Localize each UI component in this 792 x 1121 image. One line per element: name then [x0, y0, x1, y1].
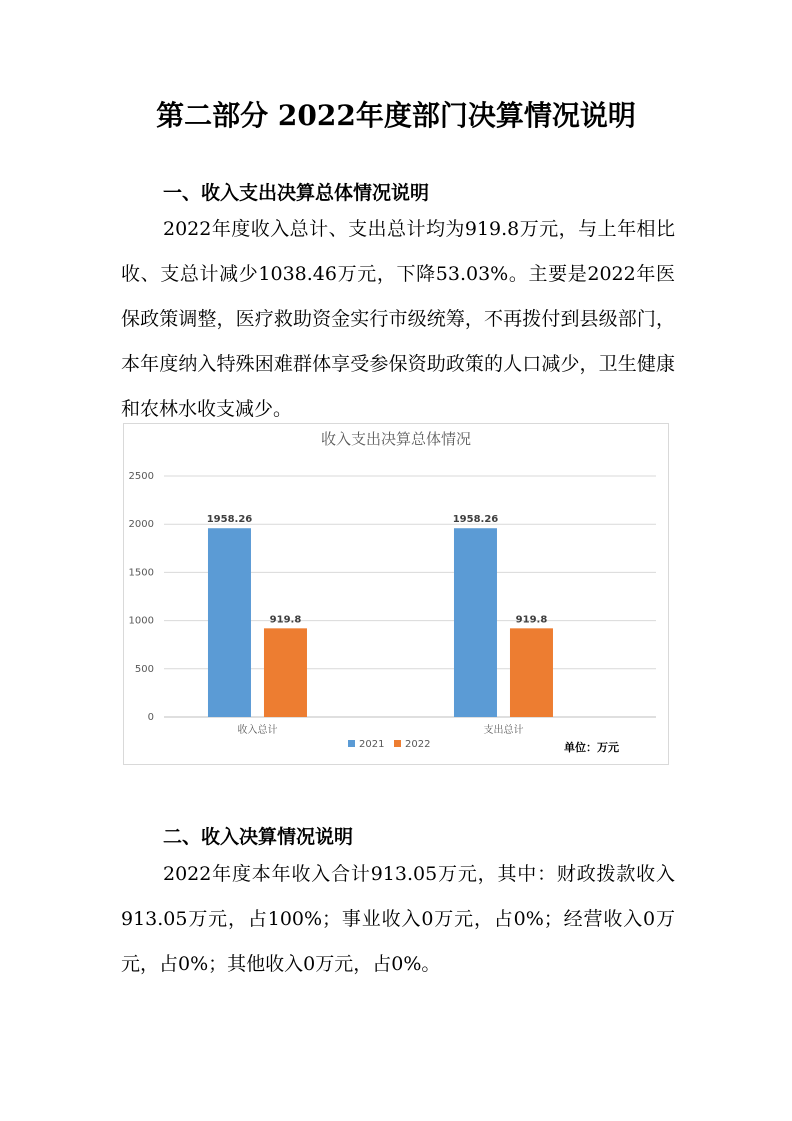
overview-chart — [123, 423, 669, 765]
chart-title: 收入支出决算总体情况 — [320, 430, 472, 448]
y-tick-label: 2000 — [128, 519, 154, 531]
data-label: 1958.26 — [452, 514, 499, 526]
income-paragraph: 2022年度本年收入合计913.05万元，其中：财政拨款收入913.05万元，占100%；事业收入0万元，占0%；经营收入0万元，占0%；其他收入0万元，占0%。 — [121, 863, 675, 975]
chart-bars — [208, 528, 553, 717]
data-label: 1958.26 — [206, 514, 253, 526]
legend-label: 2022 — [405, 739, 431, 750]
y-tick-label: 0 — [147, 712, 154, 723]
category-label: 支出总计 — [483, 725, 524, 736]
y-tick-label: 2500 — [128, 471, 154, 482]
overview-paragraph: 2022年度收入总计、支出总计均为919.8万元，与上年相比收、支总计减少1038.46万元，下降53.03%。主要是2022年医保政策调整，医疗救助资金实行市级统筹，不再拨付到县级部门，本年度纳入特殊困难群体享受参保资助政策的人口减少，卫生健康和农林水收支减少。 — [121, 218, 675, 420]
y-tick-label: 1000 — [128, 615, 154, 627]
legend-swatch — [348, 740, 355, 747]
bar-2022-1 — [510, 628, 553, 717]
data-label: 919.8 — [269, 614, 302, 626]
chart-canvas — [124, 424, 668, 764]
chart-legend — [348, 739, 430, 750]
chart-x-axis — [237, 723, 523, 736]
legend-swatch — [394, 740, 401, 747]
data-label: 919.8 — [515, 614, 548, 626]
y-tick-label: 500 — [134, 663, 154, 675]
y-tick-label: 1500 — [128, 567, 154, 579]
section-heading-income: 二、收入决算情况说明 — [163, 826, 354, 848]
bar-2021-1 — [454, 528, 497, 717]
section-heading-overview: 一、收入支出决算总体情况说明 — [163, 182, 430, 204]
chart-y-axis — [129, 471, 154, 723]
legend-label: 2021 — [359, 739, 385, 750]
category-label: 收入总计 — [237, 725, 278, 736]
page-title: 第二部分 2022年度部门决算情况说明 — [156, 99, 636, 132]
bar-2022-0 — [264, 628, 307, 717]
chart-unit-note: 单位：万元 — [564, 741, 619, 754]
bar-2021-0 — [208, 528, 251, 717]
